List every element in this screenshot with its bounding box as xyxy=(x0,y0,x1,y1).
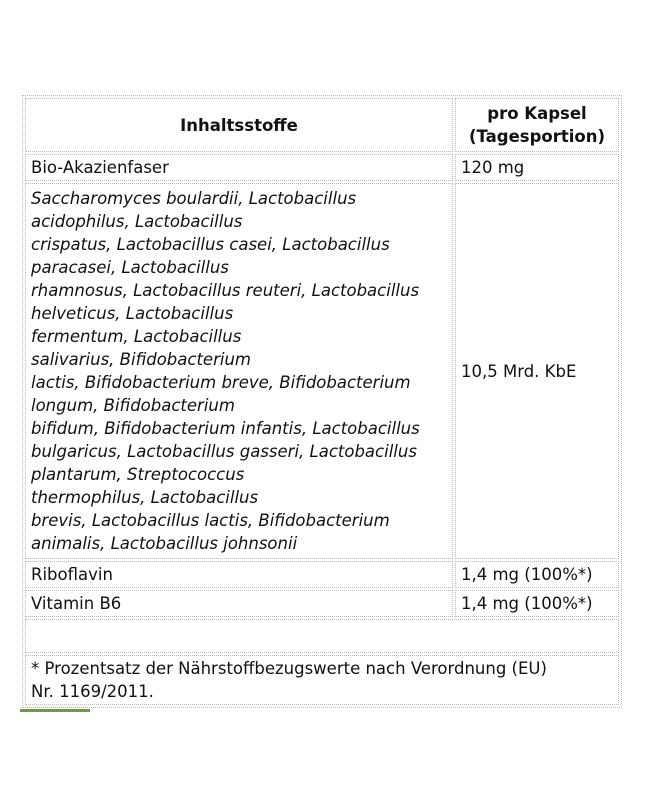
ingredient-name: Bio-Akazienfaser xyxy=(25,154,453,181)
empty-row xyxy=(25,619,619,653)
footnote-row xyxy=(25,655,619,705)
ingredient-name: Riboflavin xyxy=(25,561,453,588)
ingredient-amount: 1,4 mg (100%*) xyxy=(455,561,619,588)
footnote: * Prozentsatz der Nährstoffbezugswerte nach Verordnung (EU) Nr. 1169/2011. xyxy=(25,655,619,705)
ingredient-amount: 1,4 mg (100%*) xyxy=(455,590,619,617)
header-per-capsule: pro Kapsel (Tagesportion) xyxy=(455,98,619,152)
ingredients-table xyxy=(22,95,622,708)
table-row xyxy=(25,154,619,181)
ingredient-amount: 120 mg xyxy=(455,154,619,181)
table-row xyxy=(25,561,619,588)
header-ingredients: Inhaltsstoffe xyxy=(25,98,453,152)
ingredient-name: Saccharomyces boulardii, Lactobacillus acidophilus, Lactobacillus crispatus, Lactobacillus casei, Lactobacillus paracasei, Lactobacillus rhamnosus, Lactobacillus reuteri, Lactobacillus helveticus, Lactobacillus fermentum, Lactobacillus salivarius, Bifidobacterium lactis, Bifidobacterium breve, Bifidobacterium longum, Bifidobacterium bifidum, Bifidobacterium infantis, Lactobacillus bulgaricus, Lactobacillus gasseri, Lactobacillus plantarum, Streptococcus thermophilus, Lactobacillus brevis, Lactobacillus lactis, Bifidobacterium animalis, Lactobacillus johnsonii xyxy=(25,183,453,559)
table-row xyxy=(25,183,619,559)
ingredient-amount: 10,5 Mrd. KbE xyxy=(455,183,619,559)
accent-bar xyxy=(20,709,90,712)
table-row xyxy=(25,590,619,617)
empty-cell xyxy=(25,619,619,653)
ingredients-table-container xyxy=(22,95,622,708)
ingredient-name: Vitamin B6 xyxy=(25,590,453,617)
table-header-row xyxy=(25,98,619,152)
